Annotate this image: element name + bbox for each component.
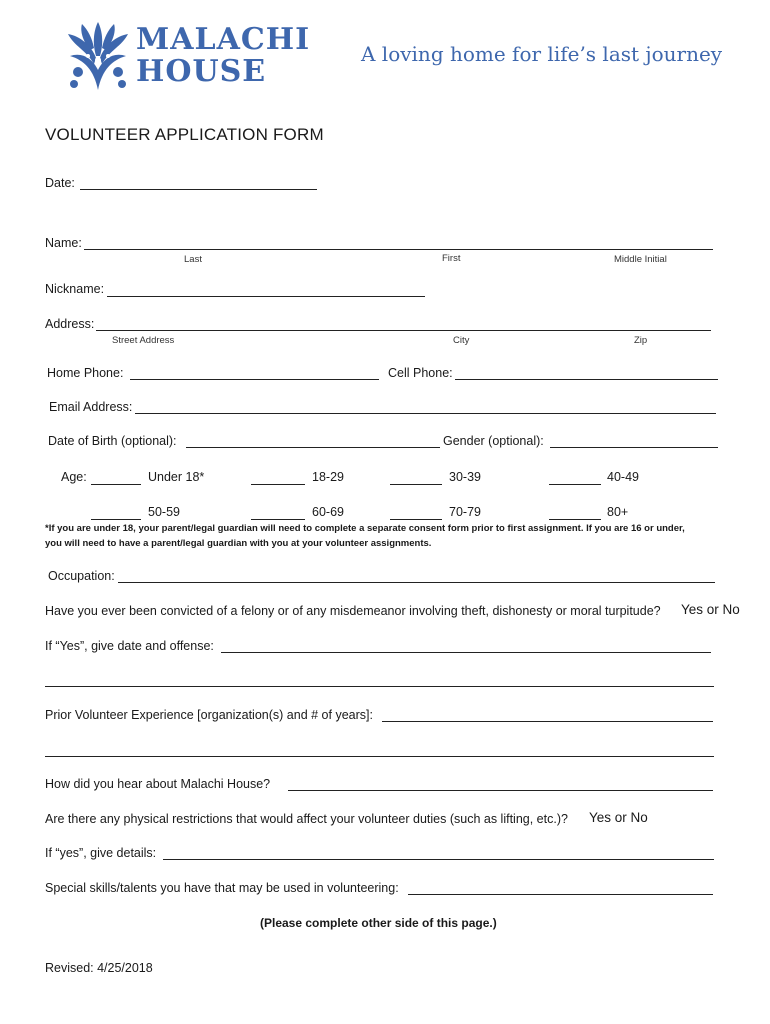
date-field[interactable] (80, 189, 317, 190)
age-label: Age: (61, 470, 87, 484)
gender-label: Gender (optional): (443, 434, 544, 448)
age-option-40-49: 40-49 (607, 470, 639, 484)
age-note-line2: you will need to have a parent/legal guardian with you at your volunteer assignments. (45, 538, 432, 549)
revised-date: Revised: 4/25/2018 (45, 961, 153, 975)
email-label: Email Address: (49, 400, 133, 414)
tagline: A loving home for life’s last journey (361, 42, 723, 66)
age-blank-30-39[interactable] (390, 484, 442, 485)
felony-yes-no[interactable]: Yes or No (681, 602, 740, 617)
name-first-caption: First (442, 253, 461, 264)
felony-details-line2[interactable] (45, 686, 714, 687)
name-field[interactable] (84, 249, 713, 250)
dob-field[interactable] (186, 447, 440, 448)
cell-phone-label: Cell Phone: (388, 366, 453, 380)
age-option-under18: Under 18* (148, 470, 205, 484)
restrictions-details-field[interactable] (163, 859, 714, 860)
dob-label: Date of Birth (optional): (48, 434, 177, 448)
name-middle-caption: Middle Initial (614, 254, 667, 265)
occupation-field[interactable] (118, 582, 715, 583)
prior-experience-label: Prior Volunteer Experience [organization(s) and # of years]: (45, 708, 373, 722)
gender-field[interactable] (550, 447, 718, 448)
addr-street-caption: Street Address (112, 335, 175, 346)
heard-about-field[interactable] (288, 790, 713, 791)
age-option-80plus: 80+ (607, 505, 629, 519)
name-label: Name: (45, 236, 82, 250)
address-field[interactable] (96, 330, 711, 331)
address-label: Address: (45, 317, 95, 331)
age-blank-40-49[interactable] (549, 484, 601, 485)
age-option-30-39: 30-39 (449, 470, 481, 484)
age-note-line1: *If you are under 18, your parent/legal guardian will need to complete a separate consent form prior to first assignment. If you are 16 or under, (45, 523, 685, 534)
skills-label: Special skills/talents you have that may be used in volunteering: (45, 881, 399, 895)
restrictions-question: Are there any physical restrictions that would affect your volunteer duties (such as lifting, etc.)? (45, 812, 568, 826)
occupation-label: Occupation: (48, 569, 115, 583)
age-blank-18-29[interactable] (251, 484, 305, 485)
age-option-60-69: 60-69 (312, 505, 344, 519)
restrictions-yes-no[interactable]: Yes or No (589, 810, 648, 825)
felony-details-field[interactable] (221, 652, 711, 653)
felony-question: Have you ever been convicted of a felony or of any misdemeanor involving theft, dishonesty or moral turpitude? (45, 604, 661, 618)
logo-text-line2: HOUSE (136, 54, 267, 89)
addr-city-caption: City (453, 335, 470, 346)
restrictions-details-label: If “yes”, give details: (45, 846, 157, 860)
age-option-70-79: 70-79 (449, 505, 481, 519)
age-blank-80plus[interactable] (549, 519, 601, 520)
prior-experience-field[interactable] (382, 721, 713, 722)
form-title: VOLUNTEER APPLICATION FORM (45, 125, 324, 144)
nickname-field[interactable] (107, 296, 425, 297)
home-phone-label: Home Phone: (47, 366, 124, 380)
nickname-label: Nickname: (45, 282, 105, 296)
age-blank-under18[interactable] (91, 484, 141, 485)
addr-zip-caption: Zip (634, 335, 648, 346)
prior-experience-line2[interactable] (45, 756, 714, 757)
skills-field[interactable] (408, 894, 713, 895)
heard-about-label: How did you hear about Malachi House? (45, 777, 271, 791)
name-last-caption: Last (184, 254, 202, 265)
home-phone-field[interactable] (130, 379, 379, 380)
age-option-18-29: 18-29 (312, 470, 344, 484)
age-blank-70-79[interactable] (390, 519, 442, 520)
cell-phone-field[interactable] (455, 379, 718, 380)
logo-text-line1: MALACHI (136, 22, 311, 57)
age-blank-50-59[interactable] (91, 519, 141, 520)
logo (64, 20, 132, 92)
age-option-50-59: 50-59 (148, 505, 180, 519)
felony-details-label: If “Yes”, give date and offense: (45, 639, 214, 653)
date-label: Date: (45, 176, 75, 190)
other-side-note: (Please complete other side of this page.) (260, 916, 497, 930)
flower-logo-icon (64, 20, 132, 92)
email-field[interactable] (135, 413, 716, 414)
age-blank-60-69[interactable] (251, 519, 305, 520)
